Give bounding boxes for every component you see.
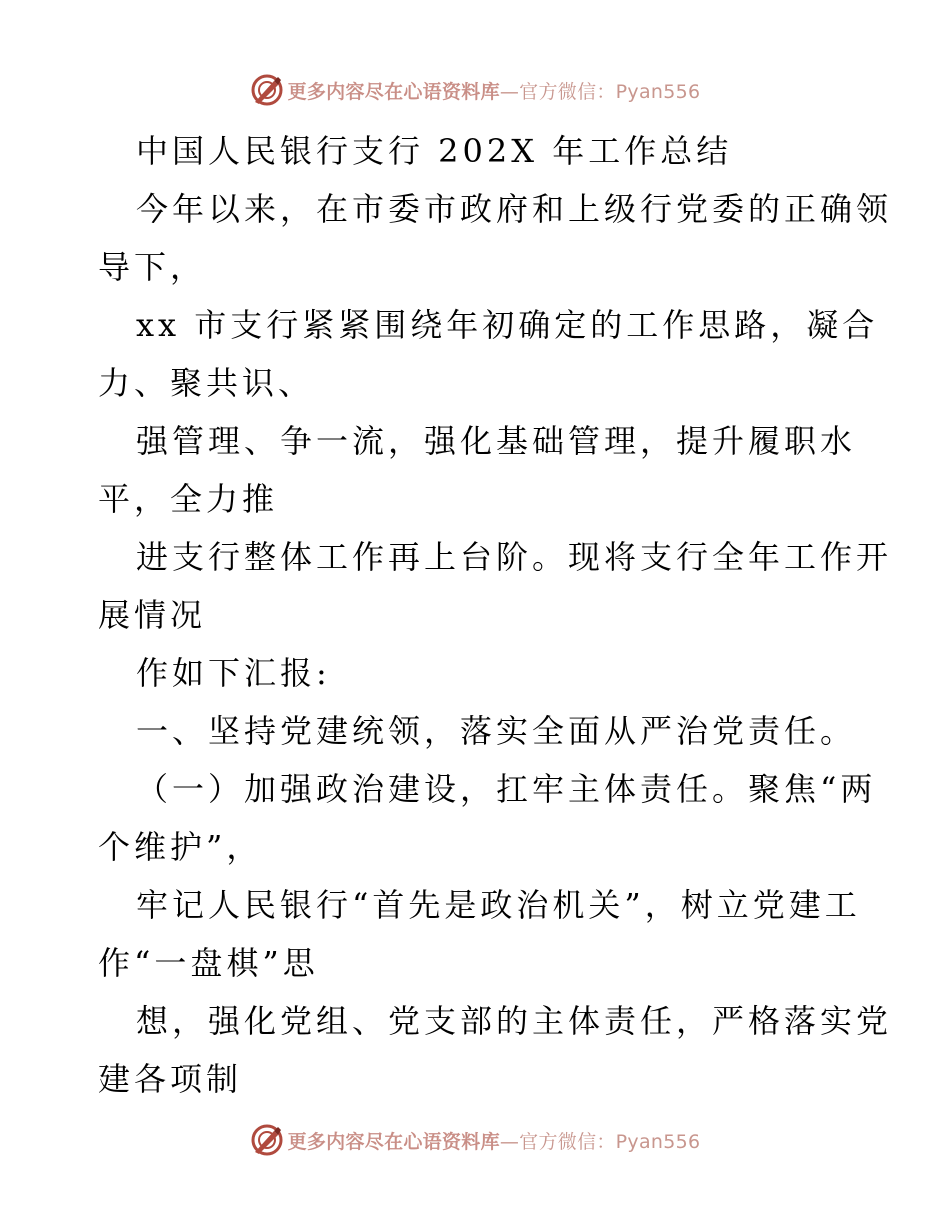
text-line: 力、聚共识、 (98, 364, 315, 402)
text-line: 导下， (98, 248, 207, 286)
text-line: 牢记人民银行“首先是政治机关”，树立党建工 (136, 886, 861, 924)
text-line: xx 市支行紧紧围绕年初确定的工作思路，凝合 (136, 306, 879, 344)
document-body (98, 122, 893, 1108)
text-line: 个维护”， (98, 828, 263, 866)
banner-lead-text: 更多内容尽在心语资料库 (287, 80, 500, 103)
text-line: 进支行整体工作再上台阶。现将支行全年工作开 (136, 538, 893, 576)
text-line: 作“一盘棋”思 (98, 944, 319, 982)
banner-text (288, 77, 701, 104)
text-line: 一、坚持党建统领，落实全面从严治党责任。 (136, 712, 857, 750)
pen-logo-icon (250, 1123, 284, 1157)
footer-watermark-banner (0, 1120, 950, 1160)
text-line: （一）加强政治建设，扛牢主体责任。聚焦“两 (136, 770, 877, 808)
text-line: 建各项制 (98, 1060, 243, 1098)
pen-logo-icon (250, 73, 284, 107)
text-line: 作如下汇报: (136, 654, 331, 692)
text-line: 展情况 (98, 596, 207, 634)
text-line: 强管理、争一流，强化基础管理，提升履职水 (136, 422, 857, 460)
text-line: 平，全力推 (98, 480, 279, 518)
text-line: 想，强化党组、党支部的主体责任，严格落实党 (136, 1002, 893, 1040)
banner-text (288, 1127, 701, 1154)
banner-lead-text: 更多内容尽在心语资料库 (287, 1130, 500, 1153)
banner-tail-text: —官方微信：Pyan556 (499, 80, 701, 103)
text-line: 中国人民银行支行 202X 年工作总结 (136, 132, 733, 170)
banner-tail-text: —官方微信：Pyan556 (499, 1130, 701, 1153)
text-line: 今年以来，在市委市政府和上级行党委的正确领 (136, 190, 893, 228)
header-watermark-banner (0, 70, 950, 110)
